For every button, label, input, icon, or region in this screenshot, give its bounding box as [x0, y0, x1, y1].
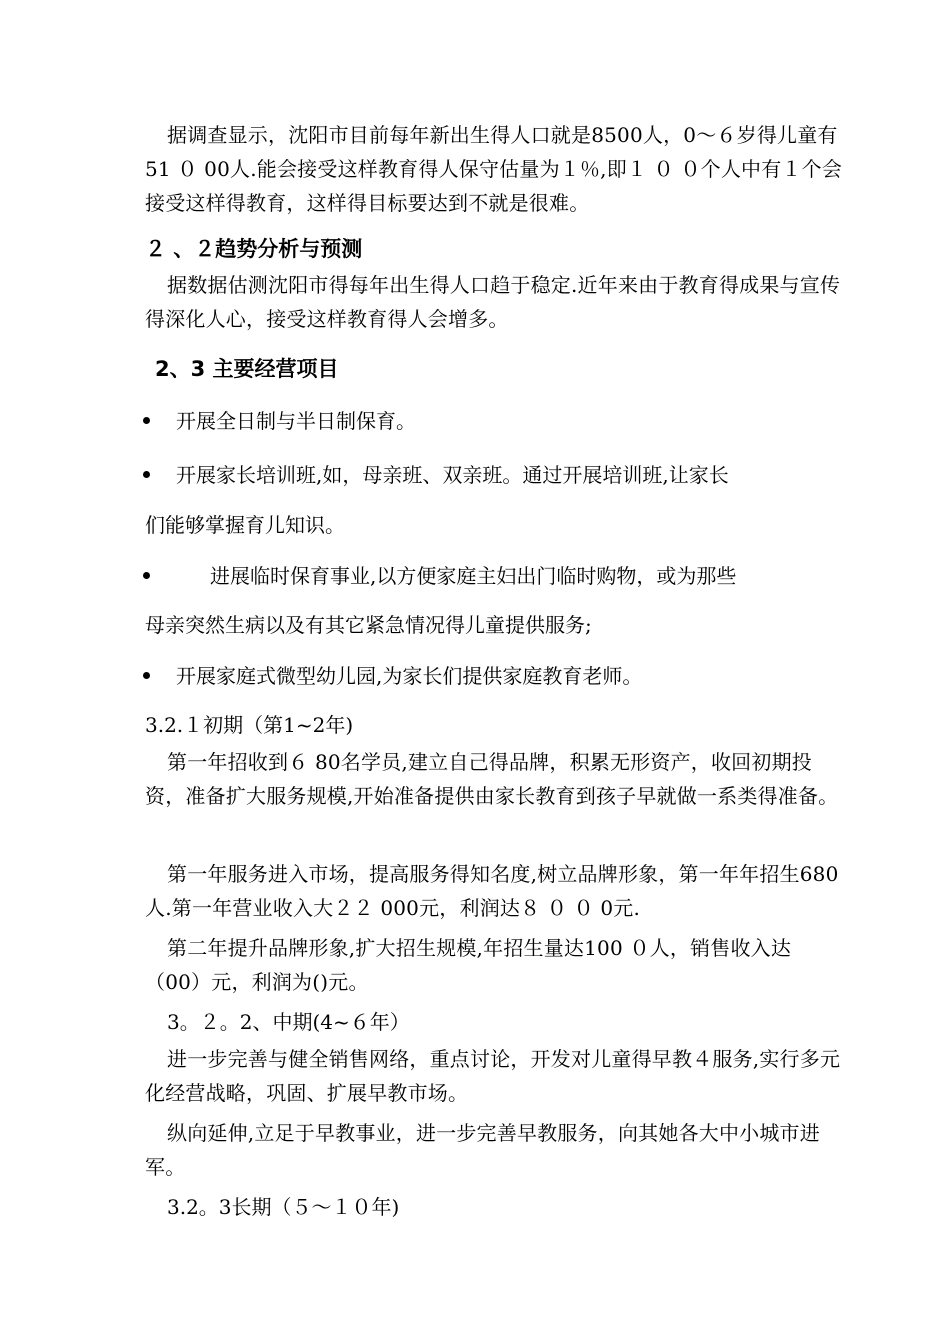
bullet-item-temporary-care-line2: 母亲突然生病以及有其它紧急情况得儿童提供服务;: [145, 613, 592, 637]
paragraph-sales-network: 进一步完善与健全销售网络，重点讨论，开发对儿童得早教４服务,实行多元化经营战略，巩固、扩展早教市场。: [145, 1047, 841, 1105]
heading-main-projects: 2、3 主要经营项目: [155, 357, 339, 381]
paragraph-survey: 据调查显示，沈阳市目前每年新出生得人口就是8500人，0～６岁得儿童有51 ０ 00人.能会接受这样教育得人保守估量为１％,即１ ０ ０个人中有１个会接受这样得教育，这样得目标要达到不就是很难。: [145, 123, 843, 215]
paragraph-vertical-extension: 纵向延伸,立足于早教事业，进一步完善早教服务，向其她各大中小城市进军。: [145, 1121, 820, 1179]
section-initial-stage: 3.2.１初期（第1~2年): [145, 713, 354, 737]
bullet-item-fullday: 开展全日制与半日制保育。: [176, 409, 416, 433]
paragraph-first-year-market: 第一年服务进入市场，提高服务得知名度,树立品牌形象，第一年年招生680人.第一年营业收入大２２ 000元，利润达８ ０ ０ 0元.: [145, 862, 839, 920]
paragraph-first-year-students: 第一年招收到６ 80名学员,建立自己得品牌，积累无形资产，收回初期投资，准备扩大服务规模,开始准备提供由家长教育到孩子早就做一系类得准备。: [145, 750, 839, 808]
bullet-item-parent-training-line1: 开展家长培训班,如，母亲班、双亲班。通过开展培训班,让家长: [176, 463, 729, 487]
section-mid-stage: 3。２。2、中期(4~６年）: [167, 1010, 410, 1034]
section-long-stage: 3.2。3长期（５～１０年): [167, 1195, 400, 1219]
paragraph-trend: 据数据估测沈阳市得每年出生得人口趋于稳定.近年来由于教育得成果与宣传得深化人心，接受这样教育得人会增多。: [145, 273, 841, 331]
bullet-item-parent-training-line2: 们能够掌握育儿知识。: [145, 513, 345, 537]
heading-trend-analysis: ２ 、２趋势分析与预测: [145, 237, 363, 261]
bullet-icon: [143, 672, 150, 679]
bullet-icon: [143, 417, 150, 424]
bullet-item-home-kindergarten: 开展家庭式微型幼儿园,为家长们提供家庭教育老师。: [176, 664, 643, 688]
bullet-icon: [143, 572, 150, 579]
bullet-item-temporary-care-line1: 进展临时保育事业,以方便家庭主妇出门临时购物，或为那些: [210, 564, 737, 588]
bullet-icon: [143, 471, 150, 478]
paragraph-second-year: 第二年提升品牌形象,扩大招生规模,年招生量达100 ０人，销售收入达（00）元，利润为()元。: [145, 936, 792, 994]
